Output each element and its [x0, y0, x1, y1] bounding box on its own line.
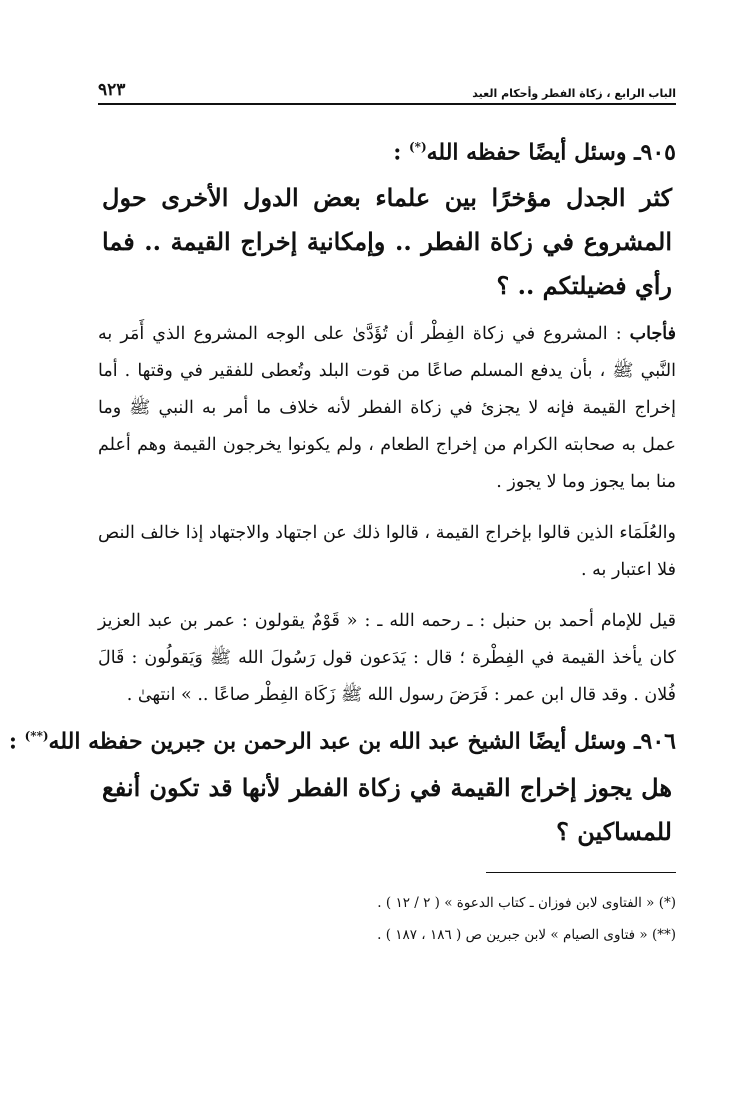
footnote-2	[98, 919, 676, 951]
fatwa-906-heading	[8, 718, 676, 759]
running-title: الباب الرابع ، زكاة الفطر وأحكام العيد	[472, 87, 676, 100]
footnote-divider	[486, 872, 676, 873]
answer-lead: فأجاب	[629, 324, 676, 345]
answer-paragraph-3: قيل للإمام أحمد بن حنبل : ـ رحمه الله ـ : « قَوْمٌ يقولون : عمر بن عبد العزيز كان يأخذ القيمة في الفِطْرة ؛ قال : يَدَعون قول رَسُولَ الله ﷺ وَيَقولُون : قَالَ فُلان . وقد قال ابن عمر : فَرَضَ رسول الله ﷺ زَكَاة الفِطْر صاعًا .. » انتهىٰ .	[98, 611, 676, 706]
footnote-1-mark: (*)	[658, 894, 676, 911]
fatwa-906-question: هل يجوز إخراج القيمة في زكاة الفطر لأنها قد تكون أنفع للمساكين ؟	[102, 772, 672, 846]
answer-paragraph-1-text: : المشروع في زكاة الفِطْر أن تُؤَدَّىٰ على الوجه المشروع الذي أَمَر به النَّبي ﷺ ، بأن يدفع المسلم صاعًا من قوت البلد وتُعطى للفقير في وقتها . أما إخراج القيمة فإنه لا يجزئ في زكاة الفطر لأنه خلاف ما أمر به النبي ﷺ وما عمل به صحابته الكرام من إخراج الطعام ، ولم يكونوا يخرجون القيمة وهم أعلم منا بما يجوز وما لا يجوز .	[98, 324, 676, 493]
fatwa-906-heading-text: ٩٠٦ـ وسئل أيضًا الشيخ عبد الله بن عبد الرحمن بن جبرين حفظه الله	[48, 728, 676, 755]
footnote-2-text: « فتاوى الصيام » لابن جبرين ص ( ١٨٦ ، ١٨٧ ) .	[377, 926, 652, 943]
answer-paragraph-2: والعُلَمَاء الذين قالوا بإخراج القيمة ، قالوا ذلك عن اجتهاد والاجتهاد إذا خالف النص فلا اعتبار به .	[98, 523, 676, 581]
footnote-1-text: « الفتاوى لابن فوزان ـ كتاب الدعوة » ( ٢ / ١٢ ) .	[377, 894, 659, 911]
footnote-ref-1: (*)	[408, 140, 427, 154]
fatwa-905-heading	[98, 129, 676, 170]
heading-colon: :	[393, 139, 409, 166]
footnote-2-mark: (**)	[651, 926, 676, 943]
answer-paragraph-1	[98, 316, 676, 501]
heading-colon: :	[8, 728, 25, 755]
footnote-1	[98, 887, 676, 919]
book-page	[8, 78, 676, 951]
footnote-ref-2: (**)	[24, 729, 49, 744]
fatwa-905-heading-text: ٩٠٥ـ وسئل أيضًا حفظه الله	[426, 139, 676, 166]
fatwa-905-question: كثر الجدل مؤخرًا بين علماء بعض الدول الأخرى حول المشروع في زكاة الفطر .. وإمكانية إخراج القيمة .. فما رأي فضيلتكم .. ؟	[102, 183, 672, 301]
page-header	[98, 78, 676, 105]
fatwa-905-answer	[98, 316, 676, 714]
footnotes	[98, 887, 676, 951]
page-number: ٩٢٣	[98, 80, 126, 100]
